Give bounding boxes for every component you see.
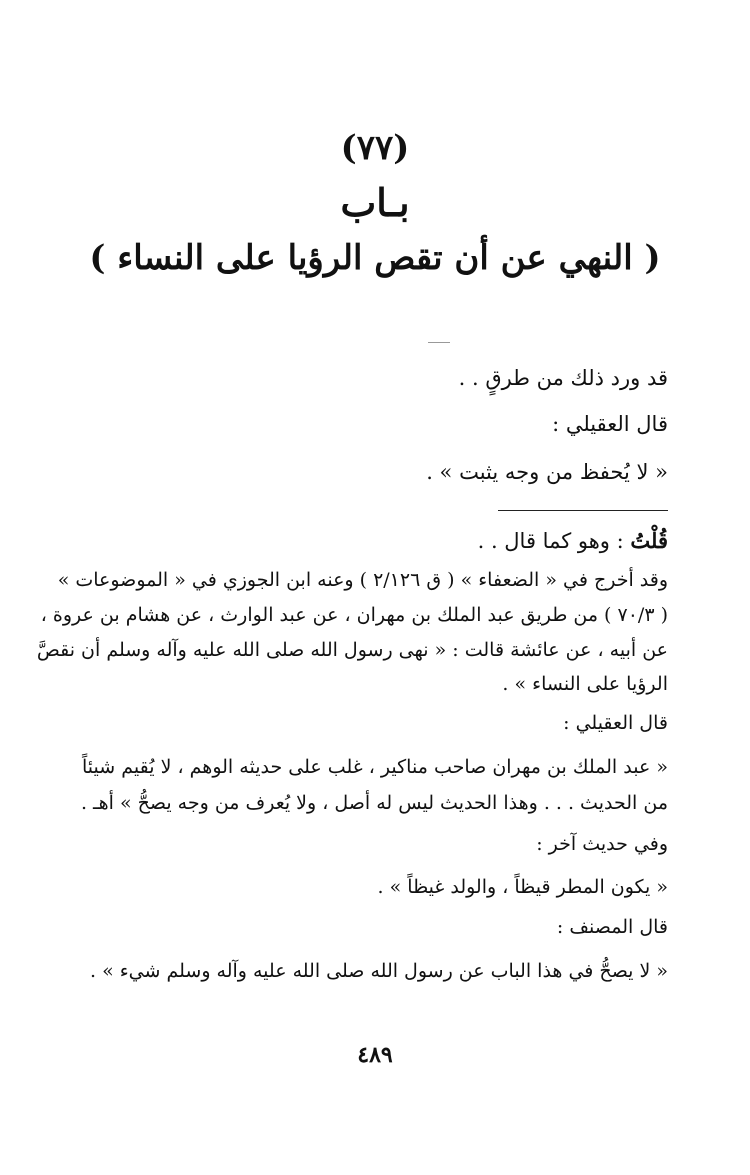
paragraph-line: وقد أخرج في « الضعفاء » ( ق ٢/١٢٦ ) وعنه ابن الجوزي في « الموضوعات » <box>57 569 668 591</box>
chapter-title: ( النهي عن أن تقص الرؤيا على النساء ) <box>89 238 661 278</box>
paragraph-line: عن أبيه ، عن عائشة قالت : « نهى رسول الله صلى الله عليه وآله وسلم أن نقصَّ <box>36 639 668 661</box>
text-line-other-hadith: وفي حديث آخر : <box>536 833 668 855</box>
ink-mark <box>428 342 450 343</box>
text-line-uqaili: قال العقيلي : <box>552 412 668 436</box>
paragraph-line: الرؤيا على النساء » . <box>502 673 668 695</box>
paragraph-line: من الحديث . . . وهذا الحديث ليس له أصل ، ولا يُعرف من وجه يصحُّ » أهـ . <box>80 792 668 814</box>
page-number: ٤٨٩ <box>357 1042 393 1068</box>
text-line-quote: « لا يُحفظ من وجه يثبت » . <box>426 460 668 484</box>
chapter-number: (٧٧) <box>340 128 410 168</box>
text-line-yakun: « يكون المطر قيظاً ، والولد غيظاً » . <box>377 876 668 898</box>
text-line-qultu <box>478 528 668 553</box>
text-line-final: « لا يصحُّ في هذا الباب عن رسول الله صلى الله عليه وآله وسلم شيء » . <box>89 960 668 982</box>
paragraph-line: ( ٧٠/٣ ) من طريق عبد الملك بن مهران ، عن عبد الوارث ، عن هشام بن عروة ، <box>40 604 668 626</box>
footnote-divider <box>498 510 668 511</box>
paragraph-line: « عبد الملك بن مهران صاحب مناكير ، غلب على حديثه الوهم ، لا يُقيم شيئاً <box>82 756 668 778</box>
text-line-musannif: قال المصنف : <box>556 916 668 938</box>
text-line-intro: قد ورد ذلك من طرقٍ . . <box>458 366 668 390</box>
chapter-heading-word: بـاب <box>340 180 410 225</box>
text-line-uqaili-2: قال العقيلي : <box>563 712 668 734</box>
qultu-text: : وهو كما قال . . <box>477 529 631 553</box>
qultu-label: قُلْتُ <box>630 528 668 553</box>
